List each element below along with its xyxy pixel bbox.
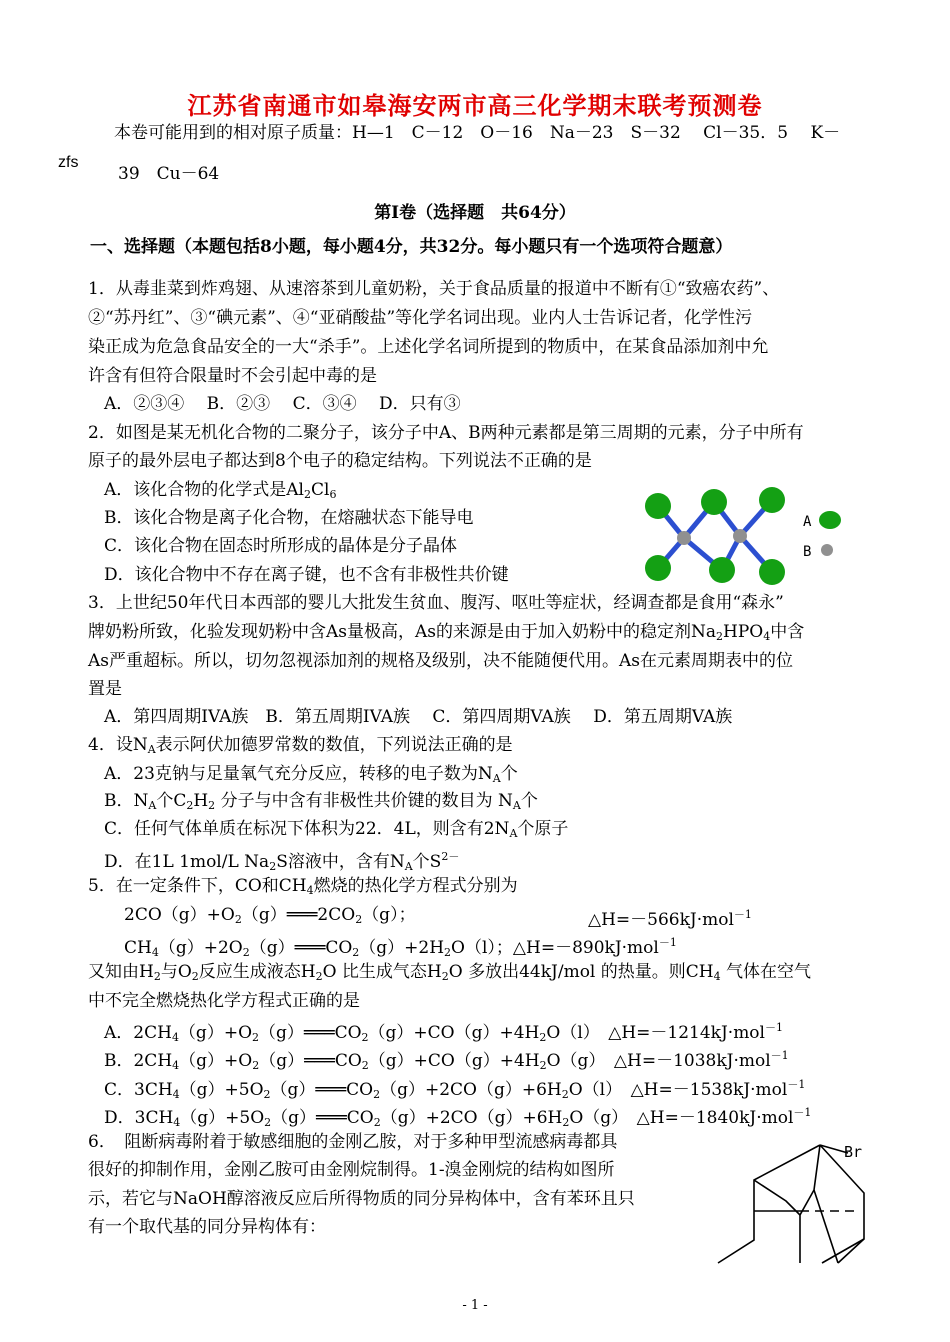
q5-sup: －1: [733, 908, 752, 921]
q5-sub: 4: [151, 946, 159, 959]
q6-line-2: 很好的抑制作用，金刚乙胺可由金刚烷制得。1-溴金刚烷的结构如图所: [88, 1160, 615, 1180]
q5-text: O（g） △H=－1840kJ·mol: [569, 1108, 794, 1128]
q5-text: 反应生成液态H: [198, 962, 316, 982]
q4-sub: A: [147, 743, 156, 756]
q5-sub: 4: [713, 970, 721, 983]
q5-sub: 2: [252, 1031, 260, 1044]
legend-a-atom: [819, 511, 841, 529]
q5-text: （g）═══CO: [270, 1080, 374, 1100]
q5-sub: 2: [561, 1088, 569, 1101]
q6-line-1: 6． 阻断病毒附着于敏感细胞的金刚乙胺，对于多种甲型流感病毒都具: [88, 1132, 618, 1152]
q5-text: 与O: [160, 962, 192, 982]
dimer-molecule-figure: [636, 480, 866, 590]
q1-line-2: ②“苏丹红”、③“碘元素”、④“亚硝酸盐”等化学名词出现。业内人士告诉记者，化学性污: [88, 308, 753, 328]
q5-text: 又知由H: [88, 962, 154, 982]
q2-option-b: B．该化合物是离子化合物，在熔融状态下能导电: [104, 508, 474, 528]
q5-text: （g）+5O: [180, 1108, 265, 1128]
q5-sub: 4: [172, 1088, 180, 1101]
q5-text: （g）；: [362, 905, 416, 925]
legend-b-atom: [821, 544, 833, 556]
q5-line-4: 中不完全燃烧热化学方程式正确的是: [88, 991, 360, 1011]
q4-sub: A: [512, 799, 521, 812]
q5-text: △H=－566kJ·mol: [588, 910, 734, 930]
q4-text: A．23克钠与足量氧气充分反应，转移的电子数为N: [104, 764, 493, 784]
q3-line-1: 3．上世纪50年代日本西部的婴儿大批发生贫血、腹泻、呕吐等症状，经调查都是食用“森永”: [88, 593, 784, 613]
q5-sub: 2: [373, 1088, 381, 1101]
q6-line-3: 示，若它与NaOH醇溶液反应后所得物质的同分异构体中，含有苯环且只: [88, 1189, 635, 1209]
q5-text: （g）═══CO: [259, 1023, 362, 1043]
q5-text: 燃烧的热化学方程式分别为: [313, 876, 518, 896]
q3-sub: 4: [763, 630, 771, 643]
q1-line-3: 染正成为危急食品安全的一大“杀手”。上述化学名词所提到的物质中，在某食品添加剂中允: [88, 337, 769, 357]
q5-text: （g）+2CO（g）+6H: [380, 1108, 563, 1128]
q5-sub: 2: [355, 913, 363, 926]
q2-a-sub: 2: [304, 488, 311, 501]
q5-text: （g）+CO（g）+4H: [368, 1023, 540, 1043]
q3-line-3: As严重超标。所以，切勿忽视添加剂的规格及级别，决不能随便代用。As在元素周期表中的位: [88, 651, 794, 671]
q2-line-2: 原子的最外层电子都达到8个电子的稳定结构。下列说法不正确的是: [88, 451, 592, 471]
q5-text: D．3CH: [104, 1108, 174, 1128]
q5-text: （g）+2H: [359, 938, 445, 958]
q4-text: S溶液中，含有N: [276, 852, 405, 872]
q5-text: （g）═══2CO: [241, 905, 356, 925]
q5-sub: 2: [361, 1031, 369, 1044]
q5-text: O（l） △H=－1214kJ·mol: [546, 1023, 765, 1043]
bromine-label: Br: [844, 1143, 863, 1161]
q5-text: 气体在空气: [720, 962, 812, 982]
q5-sup: －1: [658, 936, 677, 949]
structure-bonds: [718, 1145, 864, 1263]
atomic-mass-line-2: 39 Cu－64: [118, 164, 220, 184]
atom-a: [759, 559, 785, 585]
q5-sub: 2: [441, 970, 449, 983]
q5-sub: 2: [242, 946, 250, 959]
q1-line-4: 许含有但符合限量时不会引起中毒的是: [88, 366, 377, 386]
q5-text: （g）+O: [178, 1023, 253, 1043]
q3-line-4: 置是: [88, 679, 122, 699]
q5-text: 5．在一定条件下，CO和CH: [88, 876, 307, 896]
q5-text: （g）+2CO（g）+6H: [380, 1080, 562, 1100]
q4-sub: 2: [208, 799, 216, 812]
atom-a: [645, 493, 671, 519]
q5-text: （g）+5O: [179, 1080, 264, 1100]
atom-a: [701, 489, 727, 515]
q4-sub: 2: [269, 860, 277, 873]
q5-sub: 2: [153, 970, 161, 983]
q5-sub: 2: [191, 970, 199, 983]
q4-sup: 2－: [441, 850, 460, 863]
q5-text: CH: [124, 938, 152, 958]
atom-a: [709, 557, 735, 583]
q3-l2-text: HPO: [723, 622, 764, 642]
q2-option-c: C．该化合物在固态时所形成的晶体是分子晶体: [104, 536, 458, 556]
q5-text: O 多放出44kJ/mol 的热量。则CH: [448, 962, 714, 982]
q3-l2-text: 中含: [770, 622, 805, 642]
q5-sub: 2: [315, 970, 323, 983]
legend-a-label: A: [803, 514, 812, 530]
q5-text: O（l）；△H=－890kJ·mol: [451, 938, 659, 958]
q5-text: C．3CH: [104, 1080, 173, 1100]
page-number: - 1 -: [462, 1298, 488, 1313]
q4-text: 个: [520, 791, 538, 811]
q4-text: 个C: [156, 791, 187, 811]
q5-text: （g）+2O: [158, 938, 243, 958]
q4-text: 个原子: [517, 819, 569, 839]
q2-option-d: D．该化合物中不存在离子键，也不含有非极性共价键: [104, 565, 509, 585]
q5-sub: 4: [171, 1031, 179, 1044]
q5-sub: 4: [306, 884, 314, 897]
q5-sub: 2: [539, 1031, 547, 1044]
q4-sub: A: [404, 860, 413, 873]
molecule-atoms: [645, 487, 785, 585]
q5-text: （g）+CO（g）+4H: [368, 1051, 540, 1071]
q4-text: 个: [500, 764, 518, 784]
atomic-mass-line-1: 本卷可能用到的相对原子质量：H—1 C－12 O－16 Na－23 S－32 Cl－35．5 K－: [114, 123, 841, 143]
q5-sup: －1: [770, 1049, 789, 1062]
q4-sub: A: [148, 799, 157, 812]
q5-text: O（l） △H=－1538kJ·mol: [568, 1080, 788, 1100]
part-heading: 一、选择题（本题包括8小题，每小题4分，共32分。每小题只有一个选项符合题意）: [90, 237, 733, 257]
q5-text: B．2CH: [104, 1051, 173, 1071]
q2-a-text: A．该化合物的化学式是Al: [104, 480, 304, 500]
q4-text: 4．设N: [88, 735, 148, 755]
q5-sup: －1: [787, 1078, 806, 1091]
q5-sub: 2: [264, 1116, 272, 1129]
page-title: 江苏省南通市如皋海安两市高三化学期末联考预测卷: [187, 91, 763, 120]
margin-note: zfs: [58, 154, 79, 171]
q5-text: A．2CH: [104, 1023, 172, 1043]
q5-sup: －1: [793, 1106, 812, 1119]
q4-text: 表示阿伏加德罗常数的数值，下列说法正确的是: [155, 735, 513, 755]
q5-sub: 2: [234, 913, 242, 926]
q3-sub: 2: [716, 630, 724, 643]
q5-sub: 4: [172, 1059, 180, 1072]
q2-a-sub: 6: [329, 488, 337, 501]
q5-sub: 4: [173, 1116, 181, 1129]
q5-text: O 比生成气态H: [322, 962, 442, 982]
q1-options: A．②③④ B．②③ C．③④ D．只有③: [104, 394, 461, 414]
q5-text: （g）═══CO: [249, 938, 353, 958]
atom-b: [733, 529, 747, 543]
q4-sub: A: [492, 772, 501, 785]
q4-text: 个S: [412, 852, 442, 872]
q5-sup: －1: [764, 1021, 783, 1034]
q5-text: （g）═══CO: [259, 1051, 362, 1071]
q2-a-cl: Cl: [311, 480, 330, 500]
q5-sub: 2: [263, 1088, 271, 1101]
section-heading: 第Ⅰ卷（选择题 共64分）: [374, 203, 576, 223]
q5-text: O（g） △H=－1038kJ·mol: [546, 1051, 771, 1071]
q4-text: B．N: [104, 791, 149, 811]
q4-text: C．任何气体单质在标况下体积为22．4L，则含有2N: [104, 819, 510, 839]
q3-options: A．第四周期IVA族 B．第五周期IVA族 C．第四周期VA族 D．第五周期VA族: [104, 707, 733, 727]
q1-line-1: 1．从毒韭菜到炸鸡翅、从速溶茶到儿童奶粉，关于食品质量的报道中不断有①“致癌农药”、: [88, 279, 780, 299]
q5-text: 2CO（g）+O: [124, 905, 235, 925]
q5-sub: 2: [539, 1059, 547, 1072]
q5-text: （g）+O: [179, 1051, 253, 1071]
q4-text: D．在1L 1mol/L Na: [104, 852, 270, 872]
legend-b-label: B: [803, 544, 812, 560]
q4-text: H: [193, 791, 209, 811]
atom-a: [645, 555, 671, 581]
q4-text: 分子与中含有非极性共价键的数目为 N: [215, 791, 513, 811]
q5-text: （g）═══CO: [271, 1108, 374, 1128]
q5-sub: 2: [444, 946, 452, 959]
q5-sub: 2: [373, 1116, 381, 1129]
q3-l2-text: 牌奶粉所致，化验发现奶粉中含As量极高，As的来源是由于加入奶粉中的稳定剂Na: [88, 622, 717, 642]
q5-sub: 2: [562, 1116, 570, 1129]
atom-b: [677, 531, 691, 545]
q5-sub: 2: [361, 1059, 369, 1072]
q5-sub: 2: [252, 1059, 260, 1072]
q4-sub: A: [509, 827, 518, 840]
q2-line-1: 2．如图是某无机化合物的二聚分子，该分子中A、B两种元素都是第三周期的元素，分子中所有: [88, 423, 804, 443]
q6-line-4: 有一个取代基的同分异构体有：: [88, 1217, 326, 1237]
atom-a: [759, 487, 785, 513]
bromoadamantane-structure: [710, 1135, 870, 1275]
q5-sub: 2: [352, 946, 360, 959]
q4-sub: 2: [186, 799, 194, 812]
